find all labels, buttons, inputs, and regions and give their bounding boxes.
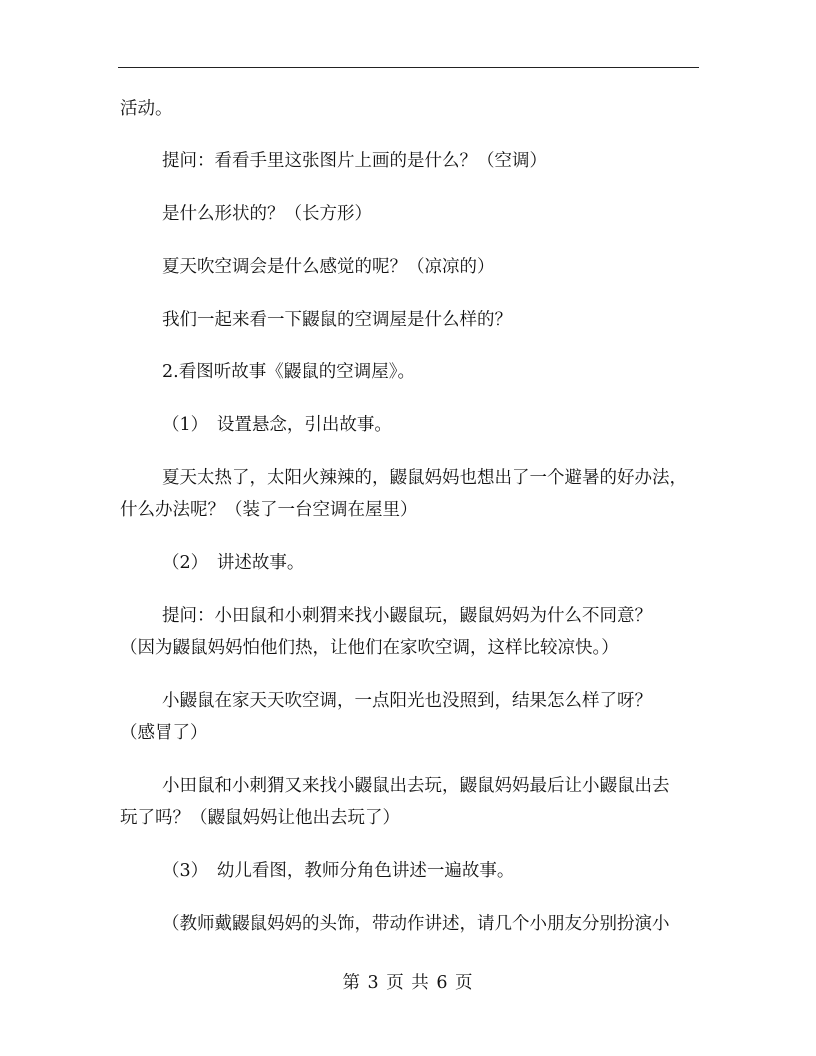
paragraph-line: 什么办法呢？（装了一台空调在屋里） — [120, 500, 418, 520]
paragraph-line: 小鼹鼠在家天天吹空调，一点阳光也没照到，结果怎么样了呀？ — [162, 691, 652, 711]
paragraph-line: 夏天太热了，太阳火辣辣的，鼹鼠妈妈也想出了一个避暑的好办法， — [162, 468, 687, 488]
page-number-footer: 第 3 页 共 6 页 — [342, 973, 474, 993]
paragraph-line: 提问：小田鼠和小刺猬来找小鼹鼠玩，鼹鼠妈妈为什么不同意？ — [162, 606, 652, 626]
paragraph-line: （因为鼹鼠妈妈怕他们热，让他们在家吹空调，这样比较凉快。） — [120, 638, 619, 658]
paragraph-line: 玩了吗？（鼹鼠妈妈让他出去玩了） — [120, 808, 400, 828]
subsection-heading: （2） 讲述故事。 — [162, 553, 305, 573]
subsection-heading: （3） 幼儿看图，教师分角色讲述一遍故事。 — [162, 861, 515, 881]
section-heading: 2.看图听故事《鼹鼠的空调屋》。 — [162, 362, 415, 382]
paragraph-line: 活动。 — [120, 99, 173, 119]
paragraph-line: （感冒了） — [120, 723, 208, 743]
paragraph-line: 是什么形状的？（长方形） — [162, 204, 372, 224]
paragraph-line: （教师戴鼹鼠妈妈的头饰，带动作讲述，请几个小朋友分别扮演小 — [162, 914, 670, 934]
header-rule — [118, 67, 699, 68]
paragraph-line: 小田鼠和小刺猬又来找小鼹鼠出去玩，鼹鼠妈妈最后让小鼹鼠出去 — [162, 776, 670, 796]
paragraph-line: 我们一起来看一下鼹鼠的空调屋是什么样的？ — [162, 310, 512, 330]
paragraph-line: 提问：看看手里这张图片上画的是什么？（空调） — [162, 151, 547, 171]
subsection-heading: （1） 设置悬念，引出故事。 — [162, 415, 392, 435]
paragraph-line: 夏天吹空调会是什么感觉的呢？（凉凉的） — [162, 257, 495, 277]
